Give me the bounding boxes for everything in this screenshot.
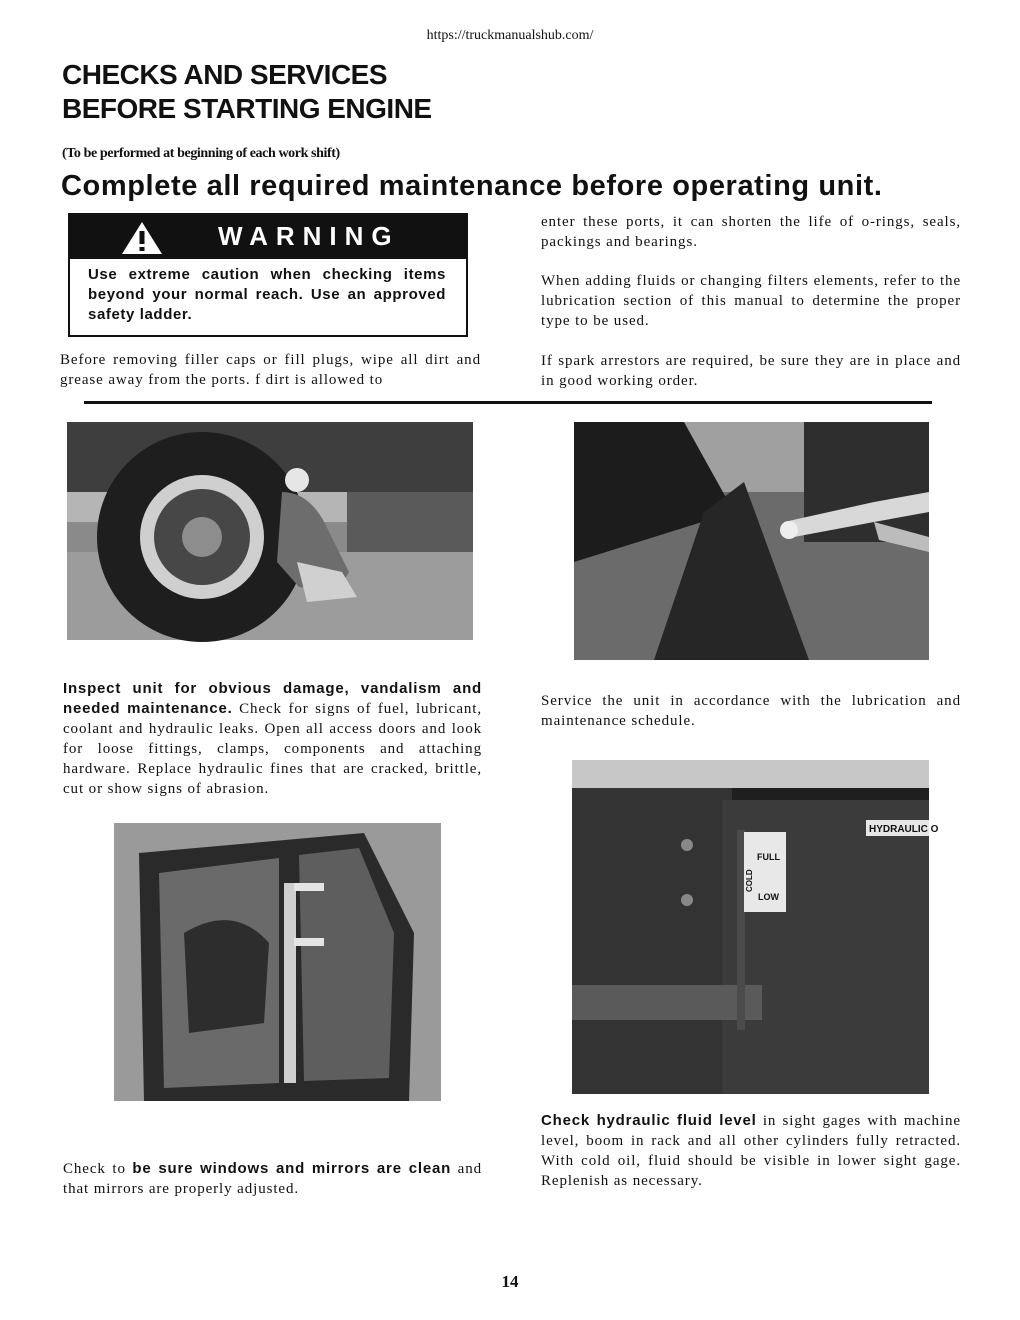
filler-caps-paragraph: Before removing filler caps or fill plugs, wipe all dirt and grease away from the ports. f dirt is allowed to — [60, 352, 481, 388]
maintenance-headline: Complete all required maintenance before operating unit. — [61, 170, 883, 202]
inspect-text: Check for signs of fuel, lubricant, coolant and hydraulic leaks. Open all access doors and look for loose fittings, clamps, components and attaching hardware. Replace hydraulic fines that are cracked, brittle, cut or show signs of abrasion. — [63, 701, 483, 797]
page-number: 14 — [501, 1272, 519, 1291]
warning-box — [68, 213, 468, 337]
gauge-full-label: FULL — [757, 852, 780, 862]
windows-bold: be sure windows and mirrors are clean — [132, 1160, 452, 1177]
source-url: https://truckmanualshub.com/ — [426, 28, 594, 43]
warning-text: Use extreme caution when checking items beyond your normal reach. Use an approved safety ladder. — [88, 266, 446, 323]
warning-triangle-icon — [120, 220, 164, 256]
page-subtitle: (To be performed at beginning of each work shift) — [62, 146, 340, 161]
photo-tire-inspection — [67, 422, 473, 640]
page-title-line-2: BEFORE STARTING ENGINE — [62, 93, 432, 124]
service-paragraph: Service the unit in accordance with the lubrication and maintenance schedule. — [541, 693, 961, 729]
page-title-line-1: CHECKS AND SERVICES — [62, 59, 388, 90]
ports-paragraph: enter these ports, it can shorten the life of o-rings, seals, packings and bearings. — [541, 214, 961, 250]
inspect-paragraph — [63, 679, 482, 799]
page-title — [62, 58, 432, 126]
gauge-cold-label: COLD — [745, 869, 754, 892]
hydraulic-text: in sight gages with machine level, boom in rack and all other cylinders fully retracted. With cold oil, fluid should be visible in lower sight gage. Replenish as necessary. — [541, 1113, 961, 1189]
warning-label: WARNING — [218, 221, 400, 251]
windows-paragraph — [63, 1159, 482, 1199]
warning-bar — [70, 215, 466, 259]
section-divider — [84, 401, 932, 404]
spark-arrestor-paragraph: If spark arrestors are required, be sure they are in place and in good working order. — [541, 353, 961, 389]
hydraulic-bold: Check hydraulic fluid level — [541, 1112, 757, 1129]
gauge-low-label: LOW — [758, 892, 779, 902]
inspect-bold: Inspect unit for obvious damage, vandalism and needed maintenance. — [63, 680, 482, 717]
photo-lubrication — [574, 422, 929, 660]
photo-hydraulic-tank — [572, 760, 939, 1094]
photo-cab-windows — [114, 823, 441, 1101]
windows-prefix: Check to — [63, 1161, 133, 1177]
tank-decal-text: HYDRAULIC O — [869, 824, 939, 835]
fluids-paragraph: When adding fluids or changing filters elements, refer to the lubrication section of this manual to determine the proper type to be used. — [541, 273, 961, 329]
windows-suffix: and that mirrors are properly adjusted. — [63, 1161, 482, 1197]
hydraulic-paragraph — [541, 1111, 961, 1191]
